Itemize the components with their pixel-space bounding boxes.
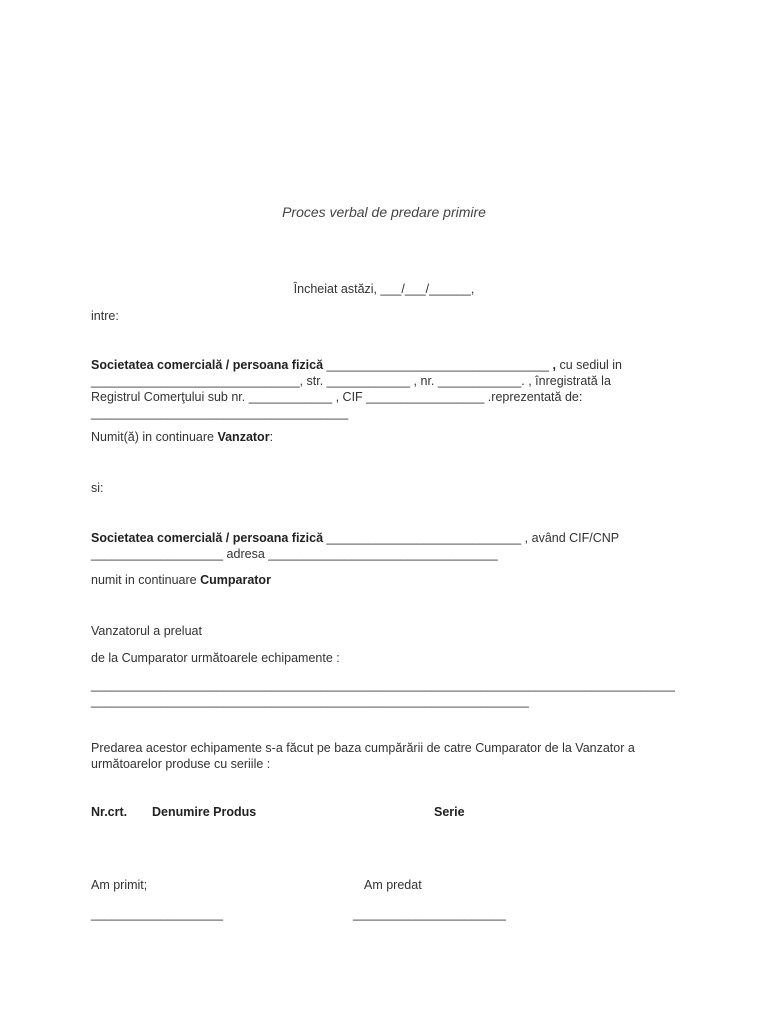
- seller-company-comma: ,: [552, 358, 556, 372]
- column-header-denumire: Denumire Produs: [152, 805, 257, 819]
- seller-role-suffix: :: [269, 430, 274, 444]
- buyer-block: [91, 530, 681, 562]
- seller-company-blank: ________________________________: [326, 358, 550, 372]
- preluat-line-1: Vanzatorul a preluat: [91, 624, 202, 638]
- si-label: si:: [91, 481, 104, 495]
- preluat-line-2: de la Cumparator următoarele echipamente :: [91, 651, 340, 665]
- seller-line-1: [91, 357, 681, 373]
- column-header-nr: Nr.crt.: [91, 805, 128, 819]
- seller-line-2: ______________________________, str. ____________ , nr. ____________. , înregistrată la: [91, 374, 611, 388]
- equipment-blanks: [91, 677, 681, 709]
- received-signature-line: ___________________: [91, 907, 224, 921]
- received-label: Am primit;: [91, 878, 148, 892]
- predarea-line-2: următoarelor produse cu seriile :: [91, 757, 271, 771]
- seller-line-3: Registrul Comerţului sub nr. ____________ , CIF _________________ .reprezentată de:: [91, 390, 583, 404]
- buyer-company-label: Societatea comercială / persoana fizică: [91, 531, 324, 545]
- document-title: Proces verbal de predare primire: [282, 204, 486, 220]
- buyer-line-1: [91, 530, 681, 546]
- seller-role-name: Vanzator: [217, 430, 270, 444]
- date-line: Încheiat astăzi, ___/___/______,: [293, 282, 475, 296]
- delivered-label: Am predat: [364, 878, 422, 892]
- equipment-blank-line-2: _______________________________________________________________: [91, 694, 529, 708]
- predarea-line-1: Predarea acestor echipamente s-a făcut pe baza cumpărării de catre Cumparator de la Vanzator a: [91, 741, 635, 755]
- seller-role-prefix: Numit(ă) in continuare: [91, 430, 218, 444]
- equipment-blank-line-1: ____________________________________________________________________________________: [91, 678, 675, 692]
- column-header-serie: Serie: [434, 805, 465, 819]
- buyer-role-prefix: numit in continuare: [91, 573, 201, 587]
- seller-line-4: _____________________________________: [91, 406, 349, 420]
- intre-label: intre:: [91, 309, 119, 323]
- seller-company-label: Societatea comercială / persoana fizică: [91, 358, 324, 372]
- buyer-role-name: Cumparator: [200, 573, 271, 587]
- buyer-role-line: [91, 572, 681, 588]
- seller-sediu-text: cu sediul in: [559, 358, 623, 372]
- buyer-line-2: ___________________ adresa _________________________________: [91, 547, 498, 561]
- delivered-signature-line: ______________________: [353, 907, 506, 921]
- seller-block: [91, 357, 681, 421]
- predarea-paragraph: [91, 740, 681, 772]
- buyer-line-1-rest: ____________________________ , având CIF/CNP: [326, 531, 620, 545]
- seller-role-line: [91, 429, 681, 445]
